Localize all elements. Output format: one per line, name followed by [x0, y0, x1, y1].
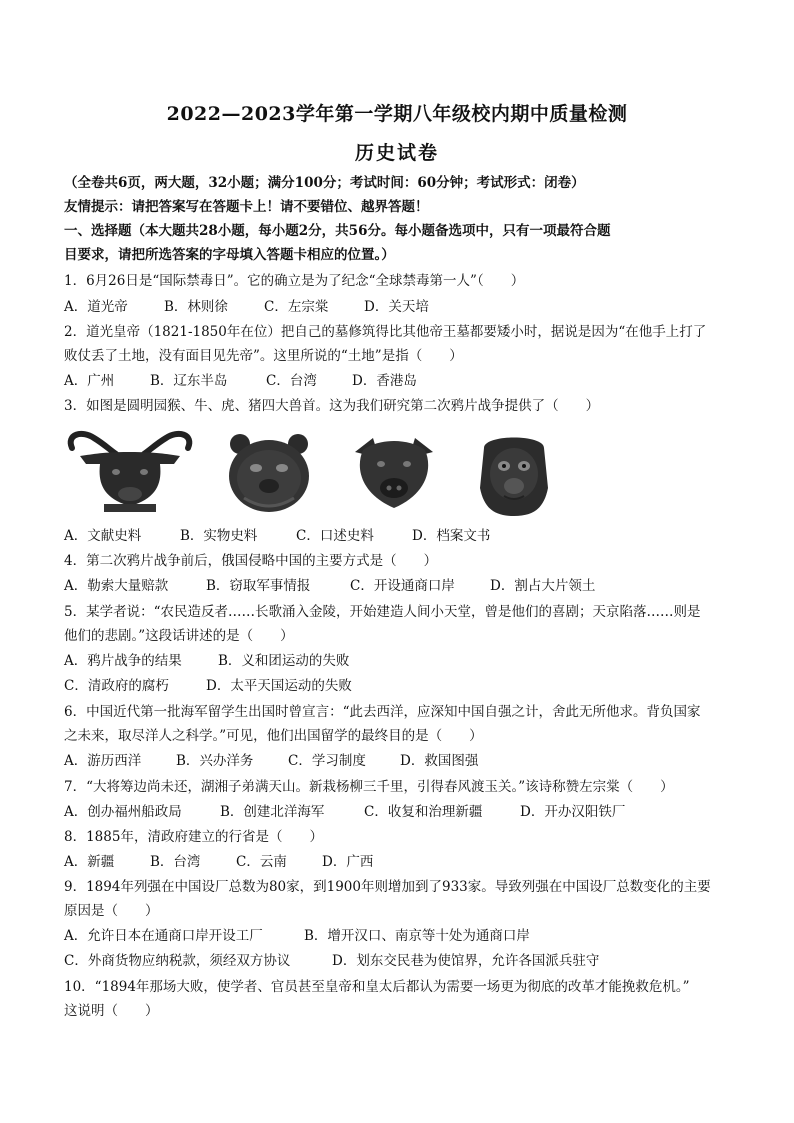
q6-option-c: C．学习制度	[288, 753, 366, 769]
q5-stem-line2: 他们的悲剧。”这段话讲述的是（ ）	[64, 628, 294, 644]
q9-option-c: C．外商货物应纳税款，须经双方协议	[64, 953, 291, 969]
q2-stem-line1: 2．道光皇帝（1821-1850年在位）把自己的墓修筑得比其他帝王墓都要矮小时，据说是因为“在他手上打了	[64, 324, 707, 340]
q6-stem-line1: 6．中国近代第一批海军留学生出国时曾宣言：“此去西洋，应深知中国自强之计，舍此无所他求。背负国家	[64, 704, 701, 720]
q4-options	[64, 577, 734, 595]
q8-stem: 8．1885年，清政府建立的行省是（ ）	[64, 829, 323, 845]
q4-option-a: A．勒索大量赔款	[64, 578, 169, 594]
q8-option-d: D．广西	[322, 854, 374, 870]
q7-option-c: C．收复和治理新疆	[364, 804, 483, 820]
q8-option-b: B．台湾	[150, 854, 201, 870]
exam-info: （全卷共6页，两大题，32小题；满分100分；考试时间：60分钟；考试形式：闭卷）	[64, 175, 585, 191]
q5-options-row1	[64, 652, 734, 670]
q7-option-d: D．开办汉阳铁厂	[520, 804, 626, 820]
reminder: 友情提示：请把答案写在答题卡上！请不要错位、越界答题！	[64, 199, 429, 215]
q6-options	[64, 752, 734, 770]
q2-stem-line2: 败仗丢了土地，没有面目见先帝”。这里所说的“土地”是指（ ）	[64, 348, 463, 364]
section1-heading-line2: 目要求，请把所选答案的字母填入答题卡相应的位置。）	[64, 247, 395, 263]
q4-option-d: D．割占大片领土	[490, 578, 596, 594]
tiger-head-image	[224, 428, 314, 518]
q8-options	[64, 853, 734, 871]
ox-head-image	[64, 428, 196, 514]
bronze-heads-image	[64, 428, 554, 518]
q6-option-d: D．救国图强	[400, 753, 479, 769]
q9-options-row1	[64, 927, 734, 945]
q2-option-b: B．辽东半岛	[150, 373, 228, 389]
q5-option-c: C．清政府的腐朽	[64, 678, 169, 694]
q1-option-d: D．关天培	[364, 299, 429, 315]
q1-option-b: B．林则徐	[164, 299, 228, 315]
q9-option-b: B．增开汉口、南京等十处为通商口岸	[304, 928, 530, 944]
q5-option-b: B．义和团运动的失败	[218, 653, 350, 669]
q1-options	[64, 298, 734, 316]
q3-stem: 3．如图是圆明园猴、牛、虎、猪四大兽首。这为我们研究第二次鸦片战争提供了（ ）	[64, 398, 600, 414]
q4-stem: 4．第二次鸦片战争前后，俄国侵略中国的主要方式是（ ）	[64, 553, 438, 569]
q3-option-d: D．档案文书	[412, 528, 491, 544]
q1-stem: 1．6月26日是“国际禁毒日”。它的确立是为了纪念“全球禁毒第一人”（ ）	[64, 273, 525, 289]
q2-option-a: A．广州	[64, 373, 115, 389]
q5-option-a: A．鸦片战争的结果	[64, 653, 182, 669]
q3-option-b: B．实物史料	[180, 528, 258, 544]
q1-option-c: C．左宗棠	[264, 299, 329, 315]
exam-title: 2022—2023学年第一学期八年级校内期中质量检测	[166, 103, 628, 125]
q7-option-b: B．创建北洋海军	[220, 804, 325, 820]
q10-stem-line1: 10．“1894年那场大败，使学者、官员甚至皇帝和皇太后都认为需要一场更为彻底的改革才能挽救危机。”	[64, 979, 690, 995]
q8-option-c: C．云南	[236, 854, 287, 870]
q6-option-b: B．兴办洋务	[176, 753, 254, 769]
q5-option-d: D．太平天国运动的失败	[206, 678, 352, 694]
q4-option-c: C．开设通商口岸	[350, 578, 455, 594]
q2-options	[64, 372, 734, 390]
q3-option-a: A．文献史料	[64, 528, 142, 544]
q2-option-c: C．台湾	[266, 373, 317, 389]
q9-option-a: A．允许日本在通商口岸开设工厂	[64, 928, 263, 944]
monkey-head-image	[474, 428, 554, 518]
q3-option-c: C．口述史料	[296, 528, 374, 544]
q5-stem-line1: 5．某学者说：“农民造反者……长歌涌入金陵，开始建造人间小天堂，曾是他们的喜剧；天京陷落……则是	[64, 604, 701, 620]
q8-option-a: A．新疆	[64, 854, 115, 870]
q10-stem-line2: 这说明（ ）	[64, 1003, 159, 1019]
pig-head-image	[349, 428, 439, 514]
q9-option-d: D．划东交民巷为使馆界，允许各国派兵驻守	[332, 953, 600, 969]
q5-options-row2	[64, 677, 734, 695]
q9-stem-line1: 9．1894年列强在中国设厂总数为80家，到1900年则增加到了933家。导致列强在中国设厂总数变化的主要	[64, 879, 711, 895]
q7-options	[64, 803, 734, 821]
section1-heading-line1: 一、选择题（本大题共28小题，每小题2分，共56分。每小题备选项中，只有一项最符合题	[64, 223, 611, 239]
q2-option-d: D．香港岛	[352, 373, 417, 389]
q9-options-row2	[64, 952, 734, 970]
q3-options	[64, 527, 734, 545]
exam-subtitle: 历史试卷	[354, 142, 439, 164]
q4-option-b: B．窃取军事情报	[206, 578, 311, 594]
q7-option-a: A．创办福州船政局	[64, 804, 182, 820]
q1-option-a: A．道光帝	[64, 299, 128, 315]
q9-stem-line2: 原因是（ ）	[64, 903, 159, 919]
q7-stem: 7．“大将筹边尚未还，湖湘子弟满天山。新栽杨柳三千里，引得春风渡玉关。”该诗称赞左宗棠（ ）	[64, 779, 674, 795]
q6-stem-line2: 之未来，取尽洋人之科学。”可见，他们出国留学的最终目的是（ ）	[64, 728, 483, 744]
q6-option-a: A．游历西洋	[64, 753, 142, 769]
